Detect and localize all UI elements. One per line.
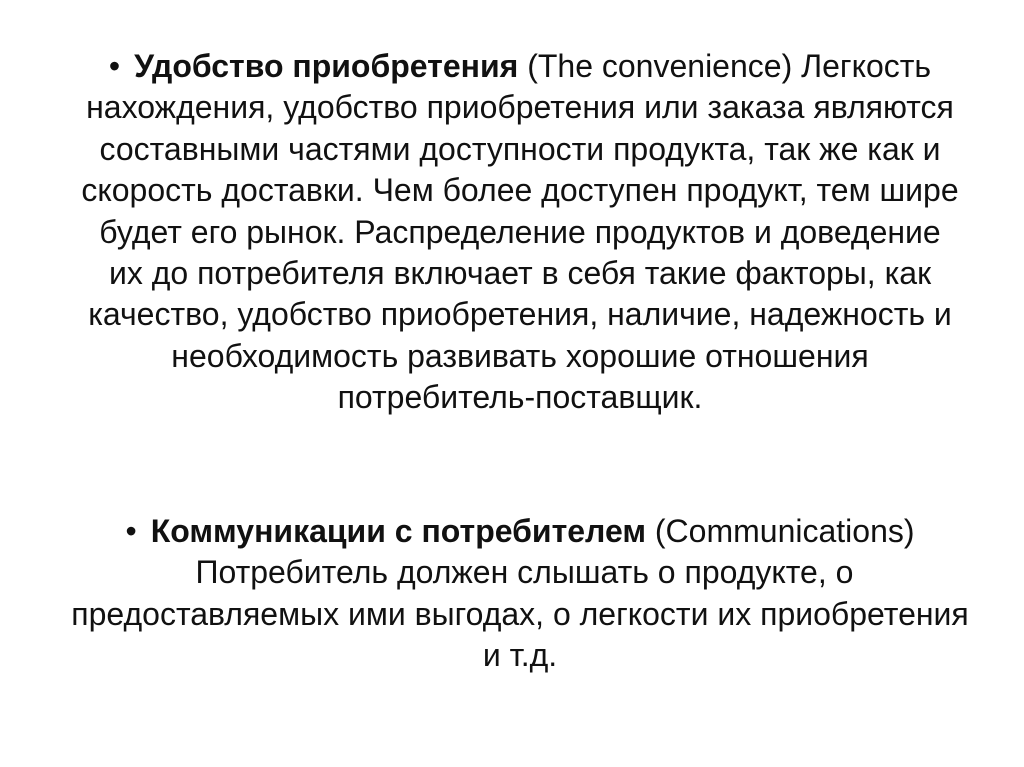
bullet-english-term: (Communications)	[654, 513, 915, 549]
bullet-marker: •	[125, 513, 137, 549]
bullet-marker: •	[108, 48, 121, 84]
bullet-english-term: (The convenience)	[527, 48, 793, 84]
bullet-item-convenience	[80, 46, 960, 419]
bullet-text: Потребитель должен слышать о продукте, о предоставляемых ими выгодах, о легкости их приобретения и т.д.	[71, 554, 969, 674]
bullet-text: Легкость нахождения, удобство приобретения или заказа являются составными частями доступности продукта, так же как и скорость доставки. Чем более доступен продукт, тем шире будет его рынок. Распределение продуктов и доведение их до потребителя включает в себя такие факторы, как качество, удобство приобретения, наличие, надежность и необходимость развивать хорошие отношения потребитель-поставщик.	[81, 48, 959, 416]
bullet-item-communications	[70, 511, 970, 677]
bullet-term: Коммуникации с потребителем	[150, 513, 646, 549]
bullet-term: Удобство приобретения	[134, 48, 519, 84]
